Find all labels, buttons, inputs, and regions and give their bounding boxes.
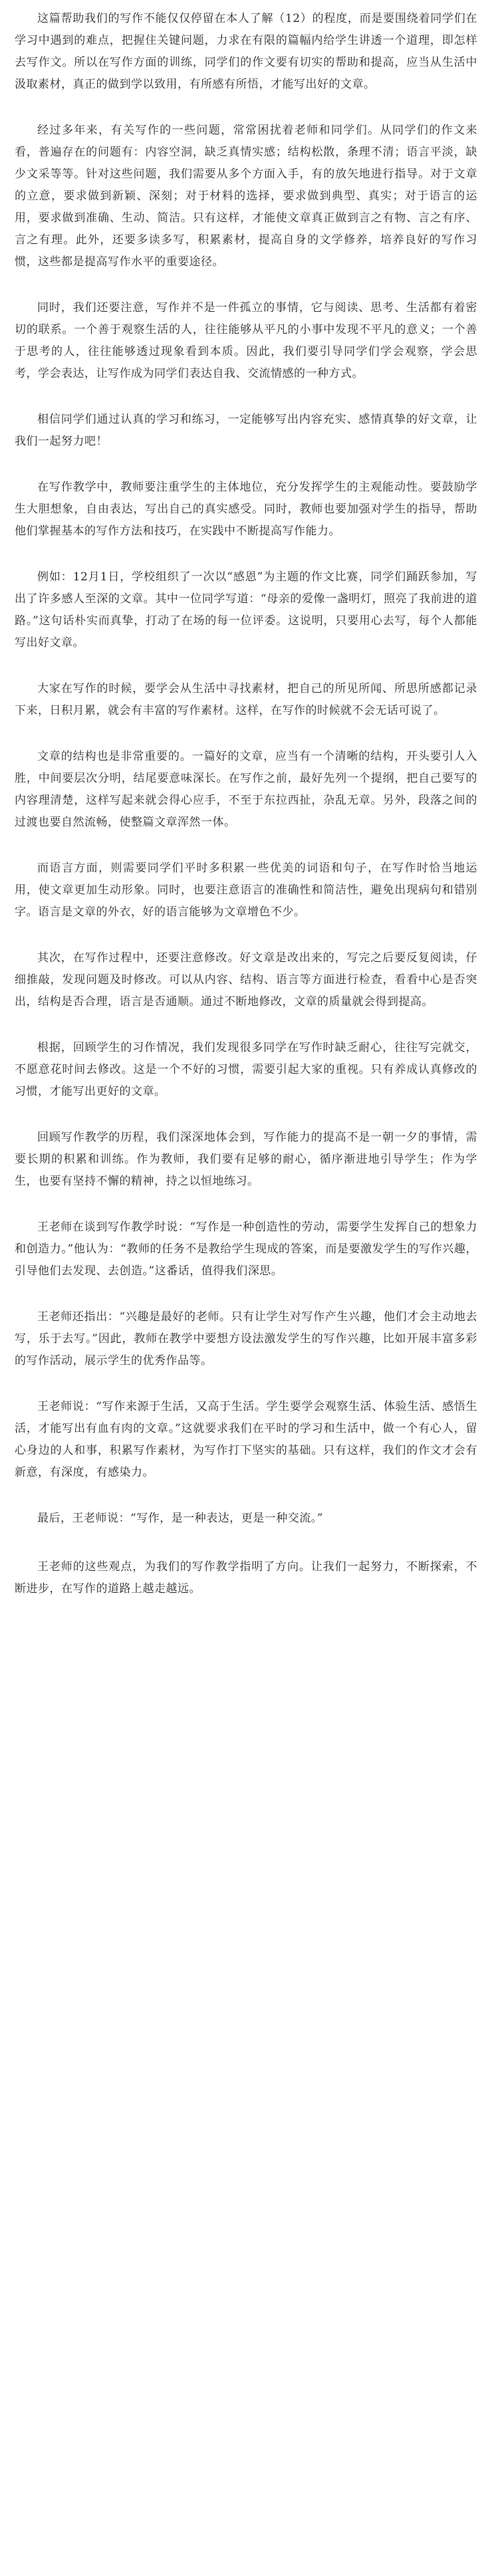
paragraph-11: 根据，回顾学生的习作情况，我们发现很多同学在写作时缺乏耐心，往往写完就交，不愿意花时间去修改。这是一个不好的习惯，需要引起大家的重视。只有养成认真修改的习惯，才能写出更好的文章。 bbox=[15, 1041, 477, 1098]
paragraph-13: 王老师在谈到写作教学时说：“写作是一种创造性的劳动，需要学生发挥自己的想象力和创造力。”他认为：“教师的任务不是教给学生现成的答案，而是要激发学生的写作兴趣，引导他们去发现、去创造。”这番话，值得我们深思。 bbox=[15, 1221, 477, 1278]
paragraph-3: 同时，我们还要注意，写作并不是一件孤立的事情，它与阅读、思考、生活都有着密切的联系。一个善于观察生活的人，往往能够从平凡的小事中发现不平凡的意义；一个善于思考的人，往往能够透过现象看到本质。因此，我们要引导同学们学会观察，学会思考，学会表达，让写作成为同学们表达自我、交流情感的一种方式。 bbox=[15, 301, 477, 380]
paragraph-8: 文章的结构也是非常重要的。一篇好的文章，应当有一个清晰的结构，开头要引人入胜，中间要层次分明，结尾要意味深长。在写作之前，最好先列一个提纲，把自己要写的内容理清楚，这样写起来就会得心应手，不至于东拉西扯，杂乱无章。另外，段落之间的过渡也要自然流畅，使整篇文章浑然一体。 bbox=[15, 750, 477, 829]
paragraph-9: 而语言方面，则需要同学们平时多积累一些优美的词语和句子，在写作时恰当地运用，使文章更加生动形象。同时，也要注意语言的准确性和简洁性，避免出现病句和错别字。语言是文章的外衣，好的语言能够为文章增色不少。 bbox=[15, 862, 477, 919]
paragraph-16-quote: 最后，王老师说：“写作，是一种表达，更是一种交流。” bbox=[37, 1512, 323, 1525]
paragraph-10: 其次，在写作过程中，还要注意修改。好文章是改出来的，写完之后要反复阅读，仔细推敲，发现问题及时修改。可以从内容、结构、语言等方面进行检查，看看中心是否突出，结构是否合理，语言是否通顺。通过不断地修改，文章的质量就会得到提高。 bbox=[15, 951, 477, 1008]
paragraph-7: 大家在写作的时候，要学会从生活中寻找素材，把自己的所见所闻、所思所感都记录下来，日积月累，就会有丰富的写作素材。这样，在写作的时候就不会无话可说了。 bbox=[15, 682, 477, 717]
paragraph-14: 王老师还指出：“兴趣是最好的老师。只有让学生对写作产生兴趣，他们才会主动地去写，乐于去写。”因此，教师在教学中要想方设法激发学生的写作兴趣，比如开展丰富多彩的写作活动，展示学生的优秀作品等。 bbox=[15, 1310, 477, 1367]
article-body bbox=[15, 8, 477, 1600]
paragraph-1: 这篇帮助我们的写作不能仅仅停留在本人了解（12）的程度，而是要围绕着同学们在学习中遇到的难点，把握住关键问题，力求在有限的篇幅内给学生讲透一个道理，即怎样去写作文。所以在写作方面的训练，同学们的作文要有切实的帮助和提高，应当从生活中汲取素材，真正的做到学以致用，有所感有所悟，才能写出好的文章。 bbox=[15, 12, 477, 91]
paragraph-6: 例如：12月1日，学校组织了一次以“感恩”为主题的作文比赛，同学们踊跃参加，写出了许多感人至深的文章。其中一位同学写道：“母亲的爱像一盏明灯，照亮了我前进的道路。”这句话朴实而真挚，打动了在场的每一位评委。这说明，只要用心去写，每个人都能写出好文章。 bbox=[15, 570, 477, 649]
paragraph-17: 王老师的这些观点，为我们的写作教学指明了方向。让我们一起努力，不断探索，不断进步，在写作的道路上越走越远。 bbox=[15, 1560, 477, 1595]
paragraph-2: 经过多年来，有关写作的一些问题，常常困扰着老师和同学们。从同学们的作文来看，普遍存在的问题有：内容空洞，缺乏真情实感；结构松散，条理不清；语言平淡，缺少文采等等。针对这些问题，我们需要从多个方面入手，有的放矢地进行指导。对于文章的立意，要求做到新颖、深刻；对于材料的选择，要求做到典型、真实；对于语言的运用，要求做到准确、生动、简洁。只有这样，才能使文章真正做到言之有物、言之有序、言之有理。此外，还要多读多写，积累素材，提高自身的文学修养，培养良好的写作习惯，这些都是提高写作水平的重要途径。 bbox=[15, 124, 477, 269]
paragraph-12: 回顾写作教学的历程，我们深深地体会到，写作能力的提高不是一朝一夕的事情，需要长期的积累和训练。作为教师，我们要有足够的耐心，循序渐进地引导学生；作为学生，也要有坚持不懈的精神，持之以恒地练习。 bbox=[15, 1131, 477, 1188]
paragraph-5: 在写作教学中，教师要注重学生的主体地位，充分发挥学生的主观能动性。要鼓励学生大胆想象，自由表达，写出自己的真实感受。同时，教师也要加强对学生的指导，帮助他们掌握基本的写作方法和技巧，在实践中不断提高写作能力。 bbox=[15, 481, 477, 538]
paragraph-15: 王老师说：“写作来源于生活，又高于生活。学生要学会观察生活、体验生活、感悟生活，才能写出有血有肉的文章。”这就要求我们在平时的学习和生活中，做一个有心人，留心身边的人和事，积累写作素材，为写作打下坚实的基础。只有这样，我们的作文才会有新意，有深度，有感染力。 bbox=[15, 1400, 477, 1479]
paragraph-4: 相信同学们通过认真的学习和练习，一定能够写出内容充实、感情真挚的好文章，让我们一起努力吧！ bbox=[15, 413, 477, 448]
